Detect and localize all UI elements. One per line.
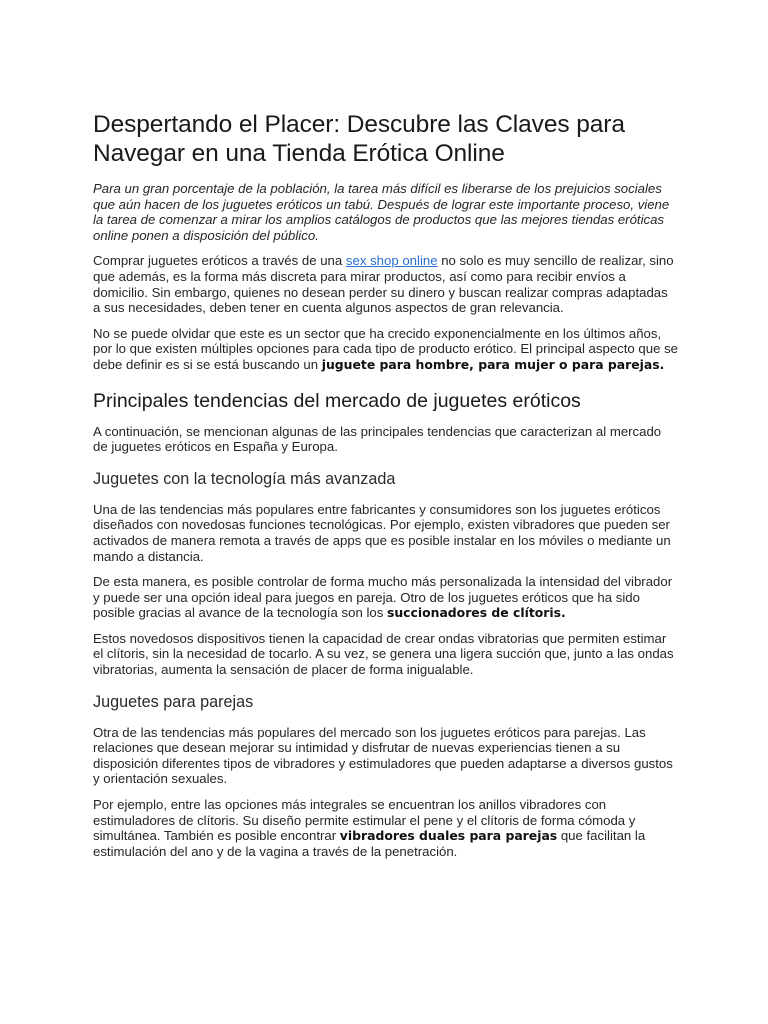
paragraph-sex-shop (93, 253, 678, 315)
sex-shop-online-link[interactable]: sex shop online (345, 253, 438, 269)
paragraph-couples-2 (93, 797, 678, 859)
paragraph-text: no solo es muy sencillo de realizar, sino que además, es la forma más discreta para mirar productos, así como para recibir envíos a domicilio. Sin embargo, quienes no desean perder su dinero y buscan realizar compras adaptadas a sus necesidades, deben tener en cuenta algunos aspectos de gran relevancia. (93, 253, 674, 316)
article-title: Despertando el Placer: Descubre las Claves para Navegar en una Tienda Erótica Online (93, 111, 625, 167)
paragraph-technology-3: Estos novedosos dispositivos tienen la capacidad de crear ondas vibratorias que permiten estimar el clítoris, sin la necesidad de tocarlo. A su vez, se genera una ligera succión que, junto a las ondas vibratorias, aumenta la sensación de placer de forma inigualable. (93, 630, 674, 678)
paragraph-sector (93, 326, 678, 373)
section-heading-trends: Principales tendencias del mercado de juguetes eróticos (93, 389, 581, 412)
paragraph-text: De esta manera, es posible controlar de forma mucho más personalizada la intensidad del vibrador y puede ser una opción ideal para juegos en pareja. Otro de los juguetes eróticos que ha sido posible gracias al avance de la tecnología son los (93, 574, 673, 621)
paragraph-text: Comprar juguetes eróticos a través de una (93, 253, 346, 269)
bold-phrase: juguete para hombre, para mujer o para parejas. (321, 356, 665, 372)
subheading-technology: Juguetes con la tecnología más avanzada (93, 469, 396, 488)
document-page (93, 110, 678, 869)
section-intro-paragraph: A continuación, se mencionan algunas de las principales tendencias que caracterizan al mercado de juguetes eróticos en España y Europa. (93, 423, 662, 455)
paragraph-text: Por ejemplo, entre las opciones más integrales se encuentran los anillos vibradores con estimuladores de clítoris. Su diseño permite estimular el pene y el clítoris de forma cómoda y simultánea. También es posible encontrar (93, 797, 636, 844)
paragraph-text: que facilitan la estimulación del ano y de la vagina a través de la penetración. (93, 828, 646, 859)
paragraph-text: No se puede olvidar que este es un sector que ha crecido exponencialmente en los últimos años, por lo que existen múltiples opciones para cada tipo de producto erótico. El principal aspecto que se debe definir es si se está buscando un (93, 325, 679, 372)
paragraph-technology-2 (93, 574, 678, 621)
bold-phrase: succionadores de clítoris. (386, 605, 566, 621)
subheading-couples: Juguetes para parejas (93, 692, 254, 711)
bold-phrase: vibradores duales para parejas (339, 828, 558, 844)
paragraph-technology-1: Una de las tendencias más populares entre fabricantes y consumidores son los juguetes eróticos diseñados con novedosas funciones tecnológicas. Por ejemplo, existen vibradores que pueden ser activados de manera remota a través de apps que es posible instalar en los móviles o mediante un mando a distancia. (93, 501, 671, 564)
paragraph-couples-1: Otra de las tendencias más populares del mercado son los juguetes eróticos para parejas. Las relaciones que desean mejorar su intimidad y disfrutar de nuevas experiencias tienen a su disposición diferentes tipos de vibradores y estimuladores que pueden adaptarse a diversos gustos y orientación sexuales. (93, 724, 673, 787)
intro-paragraph: Para un gran porcentaje de la población, la tarea más difícil es liberarse de los prejuicios sociales que aún hacen de los juguetes eróticos un tabú. Después de lograr este importante proceso, viene la tarea de comenzar a mirar los amplios catálogos de productos que las mejores tiendas eróticas online ponen a disposición del público. (93, 181, 670, 243)
